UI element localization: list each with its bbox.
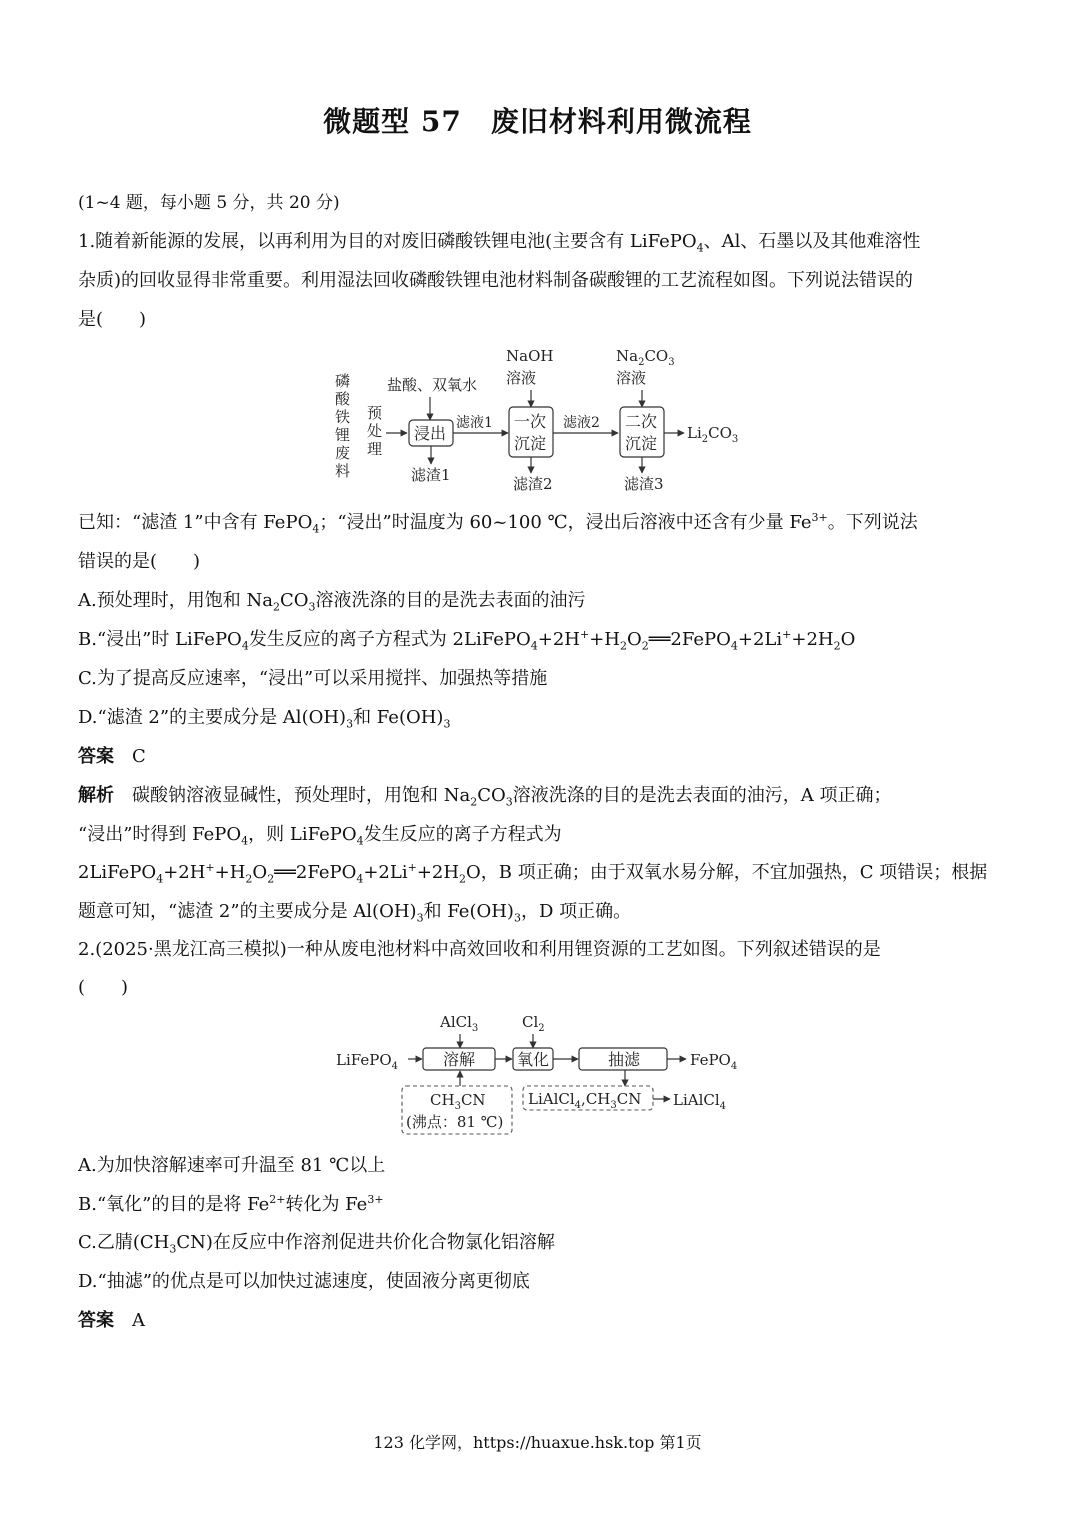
svg-text:理: 理 [367,440,383,458]
leach-label: 浸出 [414,424,447,443]
precipitation-2-label-b: 沉淀 [625,434,658,453]
oxidize-label: 氧化 [517,1050,550,1069]
product-fepo4: FePO$_4$ [690,1051,738,1072]
solvent-ch3cn: $CH_3CN$ [430,1091,486,1112]
raw-char: 料 [335,462,351,480]
q1-option-d: D.“滤渣 2”的主要成分是 $Al(OH)_3$和 $Fe(OH)_3$ [78,707,451,731]
q1-stem-line1: 1.随着新能源的发展，以再利用为目的对废旧磷酸铁锂电池(主要含有 LiFePO$_4$、Al、石墨以及其他难溶性 [78,231,921,255]
section-note: (1~4 题，每小题 5 分，共 20 分) [78,193,340,213]
q1-option-b: B.“浸出”时 LiFePO$_4$发生反应的离子方程式为 $2LiFePO_4+2H^++H_2O_2══2FePO_4+2Li^++2H_2O$ [78,628,856,653]
q1-analysis-line1: 解析 碳酸钠溶液显碱性，预处理时，用饱和 $Na_2CO_3$溶液洗涤的目的是洗去表面的油污，A 项正确； [78,785,892,809]
q2-stem-line2: ( ) [78,977,129,998]
raw-char: 铁 [335,408,351,426]
suction-filter-label: 抽滤 [608,1050,641,1069]
q1-option-a: A.预处理时，用饱和 $Na_2CO_3$溶液洗涤的目的是洗去表面的油污 [78,590,586,614]
reagent-alcl3: AlCl$_3$ [440,1013,479,1034]
raw-char: 磷 [335,372,351,390]
q2-option-d: D.“抽滤”的优点是可以加快过滤速度，使固液分离更彻底 [78,1271,530,1292]
residue-2: 滤渣2 [513,475,553,493]
q1-stem-line2: 杂质)的回收显得非常重要。利用湿法回收磷酸铁锂电池材料制备碳酸锂的工艺流程如图。下列说法错误的 [78,270,914,291]
precipitation-1-label-a: 一次 [514,412,547,431]
raw-material-label [335,372,351,480]
q2-stem-line1: 2.(2025·黑龙江高三模拟)一种从废电池材料中高效回收和利用锂资源的工艺如图。下列叙述错误的是 [78,939,881,960]
residue-1: 滤渣1 [411,466,451,484]
filtrate-1: 滤液1 [456,415,493,431]
q1-option-c: C.为了提高反应速率，“浸出”可以采用搅拌、加强热等措施 [78,668,548,689]
page-title: 微题型 57 废旧材料利用微流程 [323,105,752,138]
reagent-1: 盐酸、双氧水 [387,376,478,394]
q1-answer: 答案 C [78,746,146,767]
reagent-3a: $Na_2CO_3$ [616,347,675,368]
reagent-3b: 溶液 [616,369,647,387]
reagent-2a: NaOH [506,347,554,365]
svg-text:预: 预 [367,404,383,422]
product-li2co3: $Li_2CO_3$ [687,424,739,445]
q1-known-line2: 错误的是( ) [78,551,201,572]
filtrate-2: 滤液2 [563,415,600,431]
dissolve-label: 溶解 [443,1050,476,1069]
q2-answer: 答案 A [78,1310,145,1331]
raw-char: 废 [335,444,351,462]
q2-option-a: A.为加快溶解速率可升温至 81 ℃以上 [78,1155,386,1176]
flow-diagram-1 [330,340,750,500]
solvent-note: (沸点：81 ℃) [406,1113,504,1131]
page-footer: 123 化学网，https://huaxue.hsk.top 第1页 [373,1433,702,1452]
q1-stem-line3: 是( ) [78,309,147,330]
q1-analysis-line2: “浸出”时得到 FePO$_4$，则 LiFePO$_4$发生反应的离子方程式为 [78,824,562,848]
reagent-cl2: $Cl_2$ [522,1013,545,1034]
product-lialcl4: LiAlCl$_4$ [673,1091,727,1112]
q1-known-line1: 已知：“滤渣 1”中含有 FePO$_4$；“浸出”时温度为 60~100 ℃，浸出后溶液中还含有少量 $Fe^{3+}$。下列说法 [78,511,918,536]
precipitation-1-label-b: 沉淀 [514,434,547,453]
raw-char: 酸 [335,390,351,408]
svg-text:处: 处 [367,422,383,440]
flow-diagram-2 [330,1008,750,1138]
pretreatment-label [367,404,382,458]
feed-lifepo4: LiFePO$_4$ [336,1051,398,1072]
q1-analysis-line4: 题意可知，“滤渣 2”的主要成分是 $Al(OH)_3$和 $Fe(OH)_3$，D 项正确。 [78,901,632,925]
precipitation-2-label-a: 二次 [625,412,658,431]
residue-3: 滤渣3 [624,475,664,493]
filtrate-mixture: $LiAlCl_4,CH_3CN$ [528,1090,642,1111]
q2-option-b: B.“氧化”的目的是将 $Fe^{2+}$转化为 $Fe^{3+}$ [78,1193,384,1215]
q1-analysis-line3: $2LiFePO_4+2H^++H_2O_2══2FePO_4+2Li^++2H_2O$，B 项正确；由于双氧水易分解，不宜加强热，C 项错误；根据 [78,861,988,886]
reagent-2b: 溶液 [506,369,537,387]
raw-char: 锂 [335,426,351,444]
q2-option-c: C.乙腈$(CH_3CN)$在反应中作溶剂促进共价化合物氯化铝溶解 [78,1232,555,1256]
